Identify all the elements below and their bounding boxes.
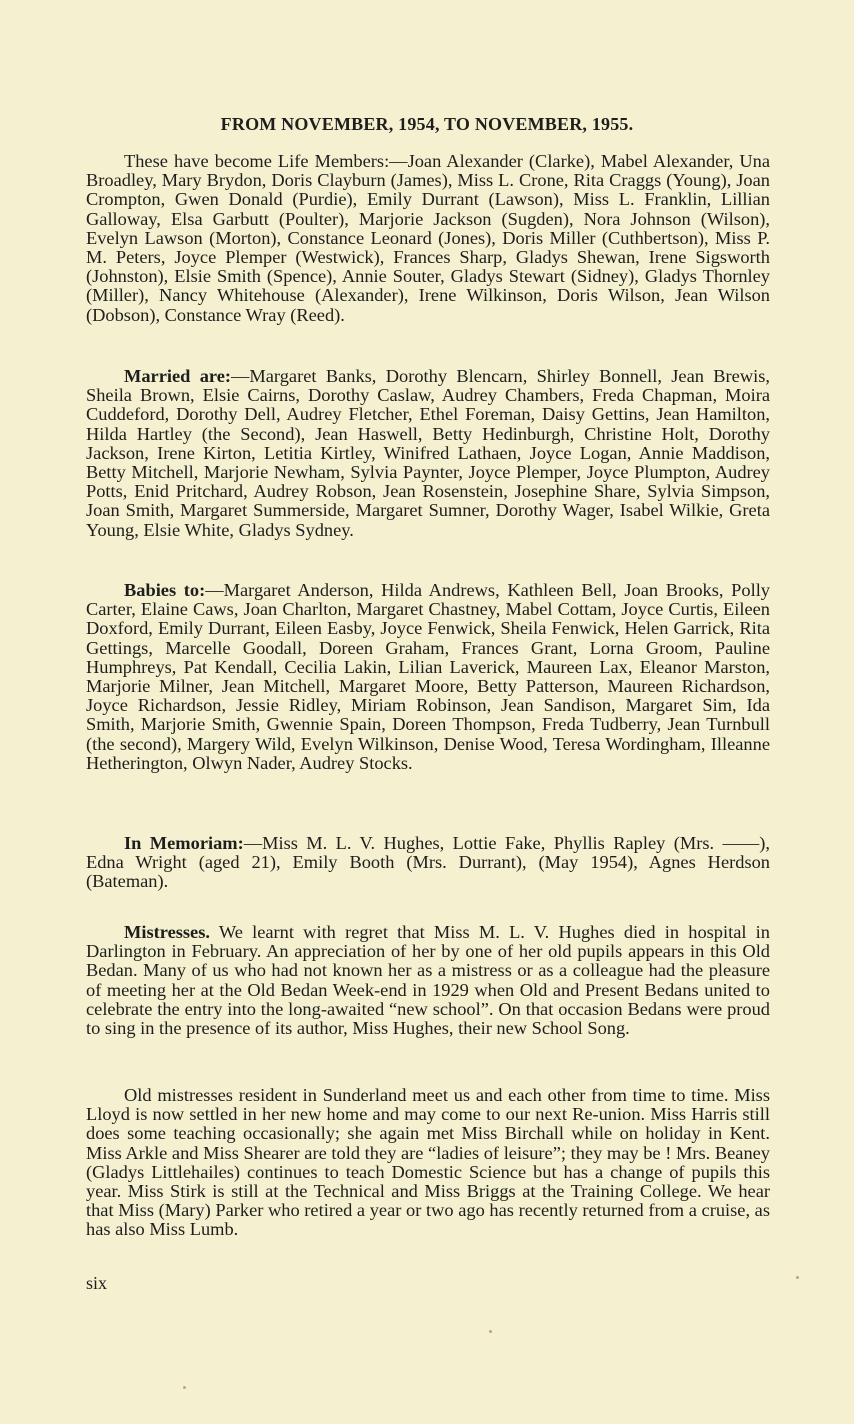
old-mistresses-paragraph (86, 1086, 770, 1240)
life-members-paragraph (86, 152, 770, 325)
married-text: —Margaret Banks, Dorothy Blencarn, Shirley Bonnell, Jean Brewis, Sheila Brown, Elsie Cairns, Dorothy Caslaw, Audrey Chambers, Freda Chapman, Moira Cuddeford, Dorothy Dell, Audrey Fletcher, Ethel Foreman, Daisy Gettins, Jean Hamilton, Hilda Hartley (the Second), Jean Haswell, Betty Hedinburgh, Christine Holt, Dorothy Jackson, Irene Kirton, Letitia Kirtley, Winifred Lathaen, Joyce Logan, Annie Maddison, Betty Mitchell, Marjorie Newham, Sylvia Paynter, Joyce Plemper, Joyce Plumpton, Audrey Potts, Enid Pritchard, Audrey Robson, Jean Rosenstein, Josephine Share, Sylvia Simpson, Joan Smith, Margaret Summerside, Margaret Sumner, Dorothy Wager, Isabel Wilkie, Greta Young, Elsie White, Gladys Sydney. (86, 366, 770, 540)
page-heading: FROM NOVEMBER, 1954, TO NOVEMBER, 1955. (220, 114, 634, 134)
paper-speck (796, 1276, 799, 1279)
mistresses-text: We learnt with regret that Miss M. L. V. Hughes died in hospital in Darlington in February. An appreciation of her by one of her old pupils appears in this Old Bedan. Many of us who had not known her as a mistress or as a colleague had the pleasure of meeting her at the Old Bedan Week-end in 1929 when Old and Present Bedans united to celebrate the entry into the long-awaited “new school”. On that occasion Bedans were proud to sing in the presence of its author, Miss Hughes, their new School Song. (86, 922, 770, 1039)
paper-speck (183, 1386, 186, 1389)
married-lead: Married are: (124, 366, 232, 386)
babies-paragraph (86, 581, 770, 773)
mistresses-lead: Mistresses. (124, 922, 210, 942)
mistresses-paragraph (86, 923, 770, 1038)
old-mistresses-text: Old mistresses resident in Sunderland meet us and each other from time to time. Miss Lloyd is now settled in her new home and may come to our next Re-union. Miss Harris still does some teaching occasionally; she again met Miss Birchall while on holiday in Kent. Miss Arkle and Miss Shearer are told they are “ladies of leisure”; they may be ! Mrs. Beaney (Gladys Littlehailes) continues to teach Domestic Science but has a change of pupils this year. Miss Stirk is still at the Technical and Miss Briggs at the Training College. We hear that Miss (Mary) Parker who retired a year or two ago has recently returned from a cruise, as has also Miss Lumb. (86, 1085, 770, 1240)
paper-speck (489, 1330, 492, 1333)
married-paragraph (86, 367, 770, 540)
babies-lead: Babies to: (124, 580, 206, 600)
memoriam-text: —Miss M. L. V. Hughes, Lottie Fake, Phyllis Rapley (Mrs. ——), Edna Wright (aged 21), Emily Booth (Mrs. Durrant), (May 1954), Agnes Herdson (Bateman). (86, 833, 770, 892)
babies-text: —Margaret Anderson, Hilda Andrews, Kathleen Bell, Joan Brooks, Polly Carter, Elaine Caws, Joan Charlton, Margaret Chastney, Mabel Cottam, Joyce Curtis, Eileen Doxford, Emily Durrant, Eileen Easby, Joyce Fenwick, Sheila Fenwick, Helen Garrick, Rita Gettings, Marcelle Goodall, Doreen Graham, Frances Grant, Lorna Groom, Pauline Humphreys, Pat Kendall, Cecilia Lakin, Lilian Laverick, Maureen Lax, Eleanor Marston, Marjorie Milner, Jean Mitchell, Margaret Moore, Betty Patterson, Maureen Richardson, Joyce Richardson, Jessie Ridley, Miriam Robinson, Jean Sandison, Margaret Sim, Ida Smith, Marjorie Smith, Gwennie Spain, Doreen Thompson, Freda Tudberry, Jean Turnbull (the second), Margery Wild, Evelyn Wilkinson, Denise Wood, Teresa Wordingham, Illeanne Hetherington, Olwyn Nader, Audrey Stocks. (86, 580, 770, 773)
memoriam-lead: In Memoriam: (124, 833, 244, 853)
life-members-text: These have become Life Members:—Joan Alexander (Clarke), Mabel Alexander, Una Broadley, Mary Brydon, Doris Clayburn (James), Miss L. Crone, Rita Craggs (Young), Joan Crompton, Gwen Donald (Purdie), Emily Durrant (Lawson), Miss L. Franklin, Lillian Galloway, Elsa Garbutt (Poulter), Marjorie Jackson (Sugden), Nora Johnson (Wilson), Evelyn Lawson (Morton), Constance Leonard (Jones), Doris Miller (Cuthbertson), Miss P. M. Peters, Joyce Plemper (Westwick), Frances Sharp, Gladys Shewan, Irene Sigsworth (Johnston), Elsie Smith (Spence), Annie Souter, Gladys Stewart (Sidney), Gladys Thornley (Miller), Nancy Whitehouse (Alexander), Irene Wilkinson, Doris Wilson, Jean Wilson (Dobson), Constance Wray (Reed). (86, 151, 770, 325)
memoriam-paragraph (86, 834, 770, 892)
page-number: six (86, 1273, 108, 1293)
